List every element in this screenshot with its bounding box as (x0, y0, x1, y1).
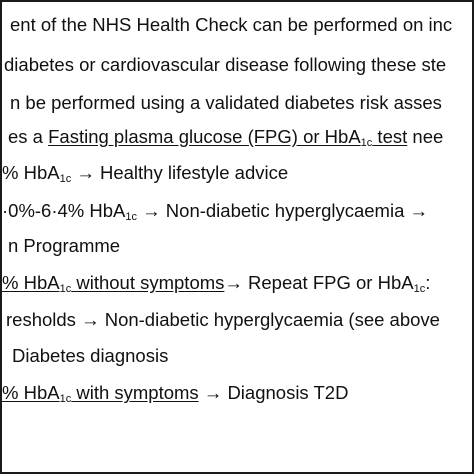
text-line-1: ent of the NHS Health Check can be performed on inc (10, 14, 453, 35)
diagnosis-text: → Diagnosis T2D (198, 382, 349, 403)
line-4-prefix: es a (8, 126, 49, 147)
text-line-10: Diabetes diagnosis (12, 345, 169, 366)
line-4-suffix: nee (407, 126, 444, 147)
fpg-hba1c-test-underlined (48, 126, 407, 147)
repeat-text: → Repeat FPG or HbA (224, 272, 414, 293)
subscript-1c: 1c (59, 393, 72, 405)
with-symptoms-text: with symptoms (71, 382, 199, 403)
subscript-1c: 1c (413, 283, 426, 295)
text-line-6 (2, 200, 428, 222)
subscript-1c: 1c (360, 137, 373, 149)
text-line-5 (2, 162, 288, 184)
subscript-1c: 1c (59, 173, 72, 185)
text-line-2: diabetes or cardiovascular disease following these ste (4, 54, 447, 75)
fpg-text: Fasting plasma glucose (FPG) or HbA (48, 126, 361, 147)
subscript-1c: 1c (125, 211, 138, 223)
text-line-8 (2, 272, 430, 294)
ndh-text: → Non-diabetic hyperglycaemia → (137, 200, 429, 221)
text-line-9: resholds → Non-diabetic hyperglycaemia (see above (6, 309, 440, 330)
hba1c-text: % HbA (2, 382, 60, 403)
healthy-advice-text: → Healthy lifestyle advice (71, 162, 289, 183)
text-line-7: n Programme (8, 235, 121, 256)
text-line-3: n be performed using a validated diabetes risk asses (10, 92, 442, 113)
without-symptoms-text: without symptoms (71, 272, 225, 293)
range-text: ·0%-6·4% HbA (2, 200, 126, 221)
without-symptoms-underlined (2, 272, 224, 293)
text-line-11 (2, 382, 348, 404)
colon: : (425, 272, 431, 293)
text-line-4 (8, 126, 443, 148)
hba1c-text: % HbA (2, 162, 60, 183)
test-word: test (372, 126, 408, 147)
with-symptoms-underlined (2, 382, 199, 403)
subscript-1c: 1c (59, 283, 72, 295)
hba1c-text: % HbA (2, 272, 60, 293)
